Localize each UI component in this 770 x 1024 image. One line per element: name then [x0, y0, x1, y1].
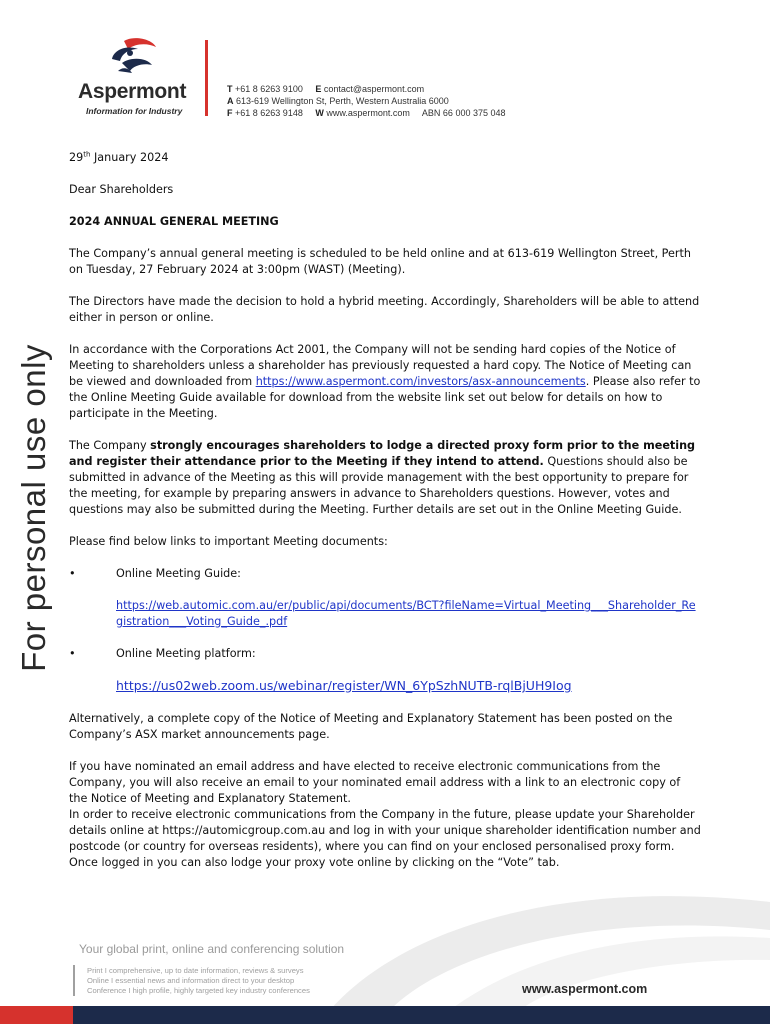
paragraph-proxy-text-after: Questions should also be submitted in advance of the Meeting as this will provide management with the best opportunity to prepare for the meeting, for example by preparing answers in advance to Shareholders questions. However, votes and questions may also be submitted during the Meeting. Further details are set out in the Online Meeting Guide.: [69, 455, 689, 516]
paragraph-asx-copy: Alternatively, a complete copy of the Notice of Meeting and Explanatory Statement has been posted on the Company’s ASX market announcements page.: [69, 712, 673, 741]
platform-link-wrapper: [69, 678, 701, 695]
address-label: A: [227, 96, 234, 106]
asx-announcements-link[interactable]: https://www.aspermont.com/investors/asx-announcements: [255, 375, 586, 388]
email-label: E: [315, 84, 322, 94]
bullet-icon: •: [69, 647, 76, 660]
paragraph-notice-of-meeting: [69, 342, 701, 422]
online-meeting-guide-link[interactable]: https://web.automic.com.au/er/public/api/documents/BCT?fileName=Virtual_Meeting___Shareholder_Registration___Voting_Guide_.pdf: [116, 599, 696, 628]
guide-link-wrapper: [69, 598, 701, 630]
date-suffix: th: [83, 150, 91, 159]
paragraph-hybrid-meeting: The Directors have made the decision to hold a hybrid meeting. Accordingly, Shareholders will be able to attend either in person or online.: [69, 295, 700, 324]
footer-line-print: Print I comprehensive, up to date information, reviews & surveys: [87, 966, 304, 975]
bullet-label-guide: Online Meeting Guide:: [116, 567, 241, 580]
list-item: [69, 646, 701, 662]
footer-line-online: Online I essential news and information direct to your desktop: [87, 976, 295, 985]
footer-line-conference: Conference I high profile, highly targeted key industry conferences: [87, 986, 310, 995]
fax-label: F: [227, 108, 233, 118]
footer-divider: [73, 965, 75, 996]
fax-value: +61 8 6263 9148: [235, 108, 303, 118]
bullet-icon: •: [69, 567, 76, 580]
letter-heading: 2024 ANNUAL GENERAL MEETING: [69, 215, 279, 228]
contact-block: [227, 83, 506, 119]
phone-label: T: [227, 84, 233, 94]
aspermont-logo-icon: [104, 37, 158, 77]
phone-value: +61 8 6263 9100: [235, 84, 303, 94]
email-value: contact@aspermont.com: [323, 84, 425, 94]
paragraph-electronic-comms: If you have nominated an email address and have elected to receive electronic communications from the Company, you will also receive an email to your nominated email address with a link to an electronic copy of the Notice of Meeting and Explanatory Statement.: [69, 760, 681, 805]
bullet-label-platform: Online Meeting platform:: [116, 647, 256, 660]
paragraph-update-details: In order to receive electronic communications from the Company in the future, please update your Shareholder details online at https://automicgroup.com.au and log in with your unique shareholder identification number and postcode (or country for overseas residents), where you can find on your enclosed personalised proxy form. Once logged in you can also lodge your proxy vote online by clicking on the “Vote” tab.: [69, 808, 701, 869]
address-value: 613-619 Wellington St, Perth, Western Australia 6000: [236, 96, 449, 106]
paragraph-meeting-details: The Company’s annual general meeting is scheduled to be held online and at 613-619 Wellington Street, Perth on Tuesday, 27 February 2024 at 3:00pm (WAST) (Meeting).: [69, 247, 691, 276]
paragraph-proxy-encouragement: [69, 438, 701, 518]
footer-tagline: Your global print, online and conferencing solution: [79, 942, 345, 956]
footer-services: [87, 966, 310, 996]
watermark-text: For personal use only: [15, 344, 52, 672]
company-name: Aspermont: [78, 80, 187, 103]
company-tagline: Information for Industry: [86, 106, 183, 116]
links-intro: Please find below links to important Meeting documents:: [69, 535, 388, 548]
footer-band-navy: [73, 1006, 770, 1024]
letter-date: [69, 150, 701, 166]
letter-body: [69, 150, 701, 887]
online-meeting-platform-link[interactable]: https://us02web.zoom.us/webinar/register/WN_6YpSzhNUTB-rqlBjUH9Iog: [116, 678, 572, 693]
date-day: 29: [69, 151, 84, 164]
web-value: www.aspermont.com: [326, 108, 410, 118]
paragraph-notice-text: In accordance with the Corporations Act 2001, the Company will not be sending hard copies of the Notice of Meeting to shareholders unless a shareholder has previously requested a hard copy. The Notice of Meeting can be viewed and downloaded from: [69, 343, 692, 388]
salutation: Dear Shareholders: [69, 183, 174, 196]
abn-value: ABN 66 000 375 048: [421, 108, 506, 118]
web-label: W: [315, 108, 324, 118]
letterhead-divider: [205, 40, 208, 116]
paragraph-proxy-bold: strongly encourages shareholders to lodge a directed proxy form prior to the meeting and register their attendance prior to the Meeting if they intend to attend.: [69, 439, 696, 468]
paragraph-notice-text-after: . Please also refer to the Online Meeting Guide available for download from the website link set out below for details on how to participate in the Meeting.: [69, 375, 701, 420]
list-item: [69, 566, 701, 582]
paragraph-proxy-text: The Company: [69, 439, 151, 452]
date-rest: January 2024: [90, 151, 169, 164]
footer-website: www.aspermont.com: [522, 982, 648, 996]
footer-band-red: [0, 1006, 73, 1024]
